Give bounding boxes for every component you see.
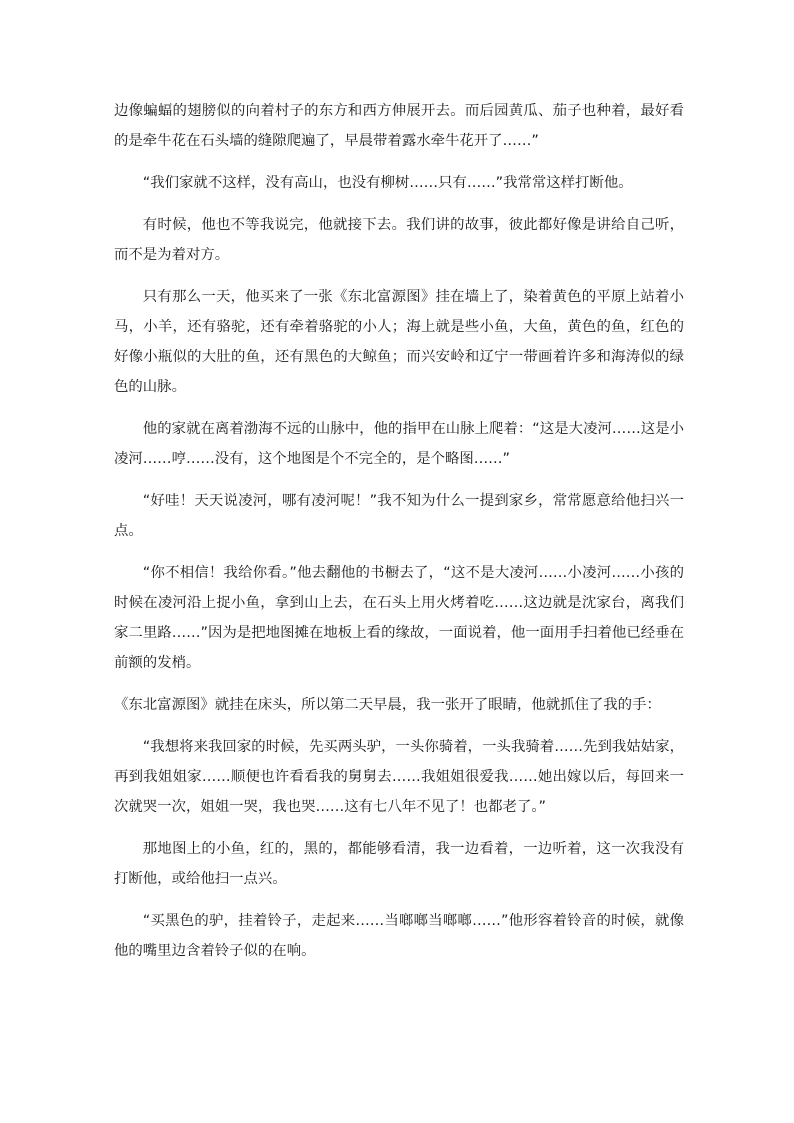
- paragraph-9: “我想将来我回家的时候，先买两头驴，一头你骑着，一头我骑着……先到我姑姑家，再到我姐姐家……顺便也许看看我的舅舅去……我姐姐很爱我……她出嫁以后，每回来一次就哭一次，姐姐一哭，我也哭……这有七八年不见了！也都老了。”: [114, 739, 684, 815]
- paragraph-6: “好哇！天天说凌河，哪有凌河呢！”我不知为什么一提到家乡，常常愿意给他扫兴一点。: [114, 493, 684, 539]
- paragraph-8: 《东北富源图》就挂在床头，所以第二天早晨，我一张开了眼睛，他就抓住了我的手：: [114, 697, 661, 713]
- paragraph-11: “买黑色的驴，挂着铃子，走起来……当啷啷当啷啷……”他形容着铃音的时候，就像他的嘴里边含着铃子似的在响。: [114, 913, 684, 959]
- paragraph-4: 只有那么一天，他买来了一张《东北富源图》挂在墙上了，染着黄色的平原上站着小马，小羊，还有骆驼，还有牵着骆驼的小人；海上就是些小鱼，大鱼，黄色的鱼，红色的好像小瓶似的大肚的鱼，还有黑色的大鲸鱼；而兴安岭和辽宁一带画着许多和海涛似的绿色的山脉。: [114, 289, 684, 395]
- paragraph-5: 他的家就在离着渤海不远的山脉中，他的指甲在山脉上爬着：“这是大凌河……这是小凌河……哼……没有，这个地图是个不完全的，是个略图……”: [114, 421, 684, 467]
- paragraph-3: 有时候，他也不等我说完，他就接下去。我们讲的故事，彼此都好像是讲给自己听，而不是为着对方。: [114, 217, 684, 263]
- paragraph-10: 那地图上的小鱼，红的，黑的，都能够看清，我一边看着，一边听着，这一次我没有打断他，或给他扫一点兴。: [114, 841, 684, 887]
- paragraph-7: “你不相信！我给你看。”他去翻他的书橱去了，“这不是大凌河……小凌河……小孩的时候在凌河沿上捉小鱼，拿到山上去，在石头上用火烤着吃……这边就是沈家台，离我们家二里路……”因为是把地图摊在地板上看的缘故，一面说着，他一面用手扫着他已经垂在前额的发梢。: [114, 565, 684, 671]
- document-body: [114, 96, 684, 978]
- paragraph-1: 边像蝙蝠的翅膀似的向着村子的东方和西方伸展开去。而后园黄瓜、茄子也种着，最好看的是牵牛花在石头墙的缝隙爬遍了，早晨带着露水牵牛花开了……”: [114, 103, 684, 149]
- paragraph-2: “我们家就不这样，没有高山，也没有柳树……只有……”我常常这样打断他。: [142, 175, 633, 191]
